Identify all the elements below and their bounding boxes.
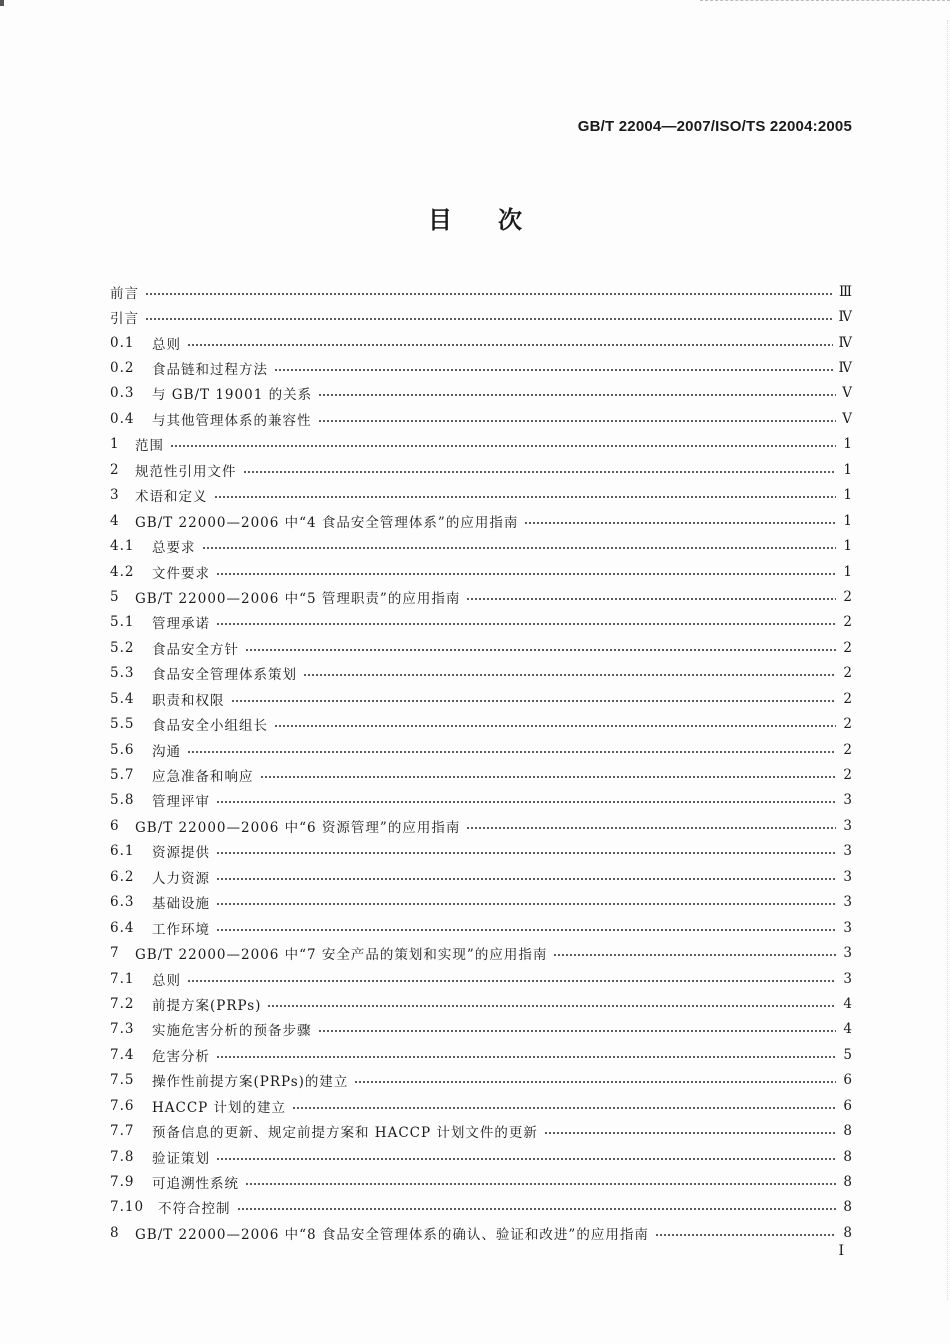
toc-entry-number: 3 [110, 487, 120, 504]
dot-leader [216, 878, 836, 880]
toc-entry[interactable] [110, 483, 852, 508]
toc-entry-page: 1 [843, 461, 852, 478]
toc-entry-number: 4.1 [110, 538, 135, 555]
toc-entry-label: 操作性前提方案(PRPs)的建立 [152, 1074, 349, 1091]
toc-entry-page: 3 [843, 894, 852, 911]
toc-entry-number: 7.3 [110, 1021, 135, 1038]
dot-leader [216, 573, 836, 575]
toc-entry-page: 2 [843, 767, 852, 784]
toc-entry-label: 总则 [152, 336, 181, 353]
toc-entry[interactable] [110, 762, 852, 787]
toc-entry-label: GB/T 22000—2006 中“4 食品安全管理体系”的应用指南 [135, 514, 519, 531]
toc-entry-number: 0.4 [110, 410, 135, 427]
toc-entry-page: 2 [843, 639, 852, 656]
dot-leader [260, 776, 837, 778]
toc-entry[interactable] [110, 1169, 852, 1194]
toc-entry[interactable] [110, 686, 852, 711]
dot-leader [216, 903, 836, 905]
toc-entry-page: 2 [843, 588, 852, 605]
dot-leader [216, 623, 836, 625]
toc-entry[interactable] [110, 1220, 852, 1245]
toc-entry-page: 3 [843, 817, 852, 834]
toc-entry-number: 6.4 [110, 919, 135, 936]
toc-entry-number: 5 [110, 588, 120, 605]
toc-entry-label: 职责和权限 [152, 692, 225, 709]
scan-edge-line [700, 0, 950, 4]
toc-entry-label: 食品链和过程方法 [152, 362, 268, 379]
toc-entry-number: 0.2 [110, 360, 135, 377]
dot-leader [245, 1183, 836, 1185]
toc-entry[interactable] [110, 940, 852, 965]
standard-code: GB/T 22004—2007/ISO/TS 22004:2005 [577, 118, 852, 135]
toc-entry-page: 3 [843, 919, 852, 936]
toc-entry[interactable] [110, 330, 852, 355]
toc-entry[interactable] [110, 1042, 852, 1067]
toc-entry-label: 管理评审 [152, 794, 210, 811]
page-number: I [838, 1243, 844, 1259]
toc-entry-page: Ⅴ [842, 385, 852, 402]
dot-leader [318, 394, 836, 396]
toc-entry-number: 7.2 [110, 995, 135, 1012]
toc-entry[interactable] [110, 864, 852, 889]
toc-entry-page: 1 [843, 436, 852, 453]
table-of-contents [110, 279, 852, 1246]
toc-entry-label: 资源提供 [152, 845, 210, 862]
toc-entry-label: 文件要求 [152, 565, 210, 582]
toc-entry[interactable] [110, 355, 852, 380]
dot-leader [216, 1056, 836, 1058]
dot-leader [655, 1234, 836, 1236]
dot-leader [187, 751, 836, 753]
toc-entry-page: 8 [843, 1123, 852, 1140]
toc-entry-page: 6 [843, 1097, 852, 1114]
dot-leader [544, 1132, 836, 1134]
toc-entry-page: Ⅴ [842, 410, 852, 427]
toc-entry-label: 可追溯性系统 [152, 1176, 239, 1193]
dot-leader [524, 522, 836, 524]
toc-entry-page: 6 [843, 1072, 852, 1089]
toc-entry-label: 总要求 [152, 540, 196, 557]
toc-entry-number: 7.7 [110, 1123, 135, 1140]
toc-entry[interactable] [110, 584, 852, 609]
toc-entry-label: GB/T 22000—2006 中“8 食品安全管理体系的确认、验证和改进”的应用指南 [135, 1226, 649, 1243]
toc-entry-label: 工作环境 [152, 921, 210, 938]
toc-entry-page: 2 [843, 690, 852, 707]
toc-entry-number: 5.4 [110, 690, 135, 707]
toc-entry[interactable] [110, 381, 852, 406]
toc-entry-label: 实施危害分析的预备步骤 [152, 1023, 312, 1040]
dot-leader [216, 852, 836, 854]
dot-leader [216, 1158, 836, 1160]
dot-leader [187, 980, 836, 982]
toc-entry-number: 5.7 [110, 767, 135, 784]
toc-entry[interactable] [110, 1068, 852, 1093]
dot-leader [466, 598, 836, 600]
dot-leader [318, 1030, 837, 1032]
toc-entry-number: 5.6 [110, 741, 135, 758]
dot-leader [214, 496, 837, 498]
dot-leader [237, 1208, 837, 1210]
toc-entry-number: 6.2 [110, 868, 135, 885]
toc-entry-page: 8 [843, 1199, 852, 1216]
dot-leader [274, 369, 833, 371]
toc-entry[interactable] [110, 788, 852, 813]
toc-entry-number: 4 [110, 512, 120, 529]
toc-entry-page: 8 [843, 1148, 852, 1165]
toc-entry-page: Ⅳ [838, 309, 852, 326]
toc-entry[interactable] [110, 813, 852, 838]
toc-entry-label: 食品安全管理体系策划 [152, 667, 297, 684]
toc-entry-label: 范围 [135, 438, 164, 455]
toc-entry-label: 前提方案(PRPs) [152, 997, 262, 1014]
toc-entry[interactable] [110, 508, 852, 533]
toc-entry[interactable] [110, 1118, 852, 1143]
toc-entry-page: Ⅲ [838, 283, 852, 300]
toc-title-char-1: 目 [428, 206, 452, 234]
toc-entry-label: 食品安全方针 [152, 641, 239, 658]
toc-entry[interactable] [110, 279, 852, 304]
toc-entry-page: 2 [843, 741, 852, 758]
toc-entry-number: 5.8 [110, 792, 135, 809]
dot-leader [553, 954, 836, 956]
toc-entry-number: 7.4 [110, 1046, 135, 1063]
toc-entry-page: 8 [843, 1174, 852, 1191]
scan-corner-mark [0, 0, 4, 6]
toc-entry-page: 3 [843, 970, 852, 987]
dot-leader [145, 293, 833, 295]
dot-leader [354, 1081, 836, 1083]
toc-entry-page: 3 [843, 868, 852, 885]
toc-entry[interactable] [110, 991, 852, 1016]
toc-entry[interactable] [110, 737, 852, 762]
dot-leader [292, 1107, 836, 1109]
toc-entry-label: 食品安全小组组长 [152, 718, 268, 735]
toc-entry-number: 0.3 [110, 385, 135, 402]
toc-entry-label: 前言 [110, 285, 139, 302]
toc-entry-number: 1 [110, 436, 120, 453]
toc-entry-number: 7 [110, 945, 120, 962]
toc-entry[interactable] [110, 304, 852, 329]
toc-entry-number: 6.3 [110, 894, 135, 911]
toc-title [0, 200, 950, 235]
toc-entry[interactable] [110, 1017, 852, 1042]
toc-entry-page: 1 [843, 487, 852, 504]
toc-entry-page: 8 [843, 1224, 852, 1241]
dot-leader [303, 674, 836, 676]
toc-entry-label: 沟通 [152, 743, 181, 760]
toc-entry-page: 5 [843, 1046, 852, 1063]
toc-entry-label: 应急准备和响应 [152, 769, 254, 786]
dot-leader [187, 344, 833, 346]
toc-entry-label: 与其他管理体系的兼容性 [152, 412, 312, 429]
toc-entry[interactable] [110, 966, 852, 991]
toc-entry-number: 2 [110, 461, 120, 478]
toc-title-char-2: 次 [498, 206, 522, 234]
toc-entry[interactable] [110, 635, 852, 660]
toc-entry-number: 7.8 [110, 1148, 135, 1165]
toc-entry-label: 预备信息的更新、规定前提方案和 HACCP 计划文件的更新 [152, 1125, 538, 1142]
dot-leader [216, 929, 836, 931]
toc-entry-page: 2 [843, 614, 852, 631]
toc-entry-label: 引言 [110, 311, 139, 328]
toc-entry-page: 3 [843, 945, 852, 962]
toc-entry-number: 4.2 [110, 563, 135, 580]
dot-leader [243, 471, 837, 473]
toc-entry-number: 7.5 [110, 1072, 135, 1089]
toc-entry-page: 4 [843, 995, 852, 1012]
toc-entry[interactable] [110, 559, 852, 584]
toc-entry-number: 7.9 [110, 1174, 135, 1191]
dot-leader [245, 649, 836, 651]
toc-entry-number: 8 [110, 1224, 120, 1241]
dot-leader [466, 827, 836, 829]
toc-entry[interactable] [110, 890, 852, 915]
toc-entry-number: 5.3 [110, 665, 135, 682]
toc-entry-number: 5.5 [110, 716, 135, 733]
toc-entry-label: GB/T 22000—2006 中“5 管理职责”的应用指南 [135, 590, 461, 607]
dot-leader [216, 801, 836, 803]
toc-entry[interactable] [110, 406, 852, 431]
toc-entry-label: 危害分析 [152, 1048, 210, 1065]
toc-entry-label: 与 GB/T 19001 的关系 [152, 387, 313, 404]
toc-entry[interactable] [110, 711, 852, 736]
toc-entry-label: HACCP 计划的建立 [152, 1099, 287, 1116]
toc-entry-number: 6.1 [110, 843, 135, 860]
dot-leader [231, 700, 837, 702]
toc-entry-page: Ⅳ [838, 360, 852, 377]
toc-entry-page: Ⅳ [838, 334, 852, 351]
toc-entry[interactable] [110, 661, 852, 686]
toc-entry-number: 7.6 [110, 1097, 135, 1114]
toc-entry-label: 不符合控制 [158, 1201, 231, 1218]
dot-leader [145, 318, 833, 320]
toc-entry-page: 3 [843, 843, 852, 860]
toc-entry-label: GB/T 22000—2006 中“6 资源管理”的应用指南 [135, 819, 461, 836]
toc-entry[interactable] [110, 610, 852, 635]
toc-entry-number: 7.1 [110, 970, 135, 987]
toc-entry-page: 1 [843, 563, 852, 580]
toc-entry-label: 基础设施 [152, 896, 210, 913]
toc-entry-label: 验证策划 [152, 1150, 210, 1167]
toc-entry-page: 1 [843, 512, 852, 529]
toc-entry-number: 0.1 [110, 334, 135, 351]
toc-entry-number: 7.10 [110, 1199, 145, 1216]
toc-entry-label: 规范性引用文件 [135, 463, 237, 480]
toc-entry-label: 术语和定义 [135, 489, 208, 506]
toc-entry-page: 3 [843, 792, 852, 809]
dot-leader [170, 445, 836, 447]
toc-entry-number: 6 [110, 817, 120, 834]
toc-entry-label: 总则 [152, 972, 181, 989]
dot-leader [318, 420, 837, 422]
toc-entry[interactable] [110, 1093, 852, 1118]
toc-entry[interactable] [110, 915, 852, 940]
toc-entry-label: 人力资源 [152, 870, 210, 887]
toc-entry-number: 5.1 [110, 614, 135, 631]
dot-leader [267, 1005, 836, 1007]
toc-entry[interactable] [110, 839, 852, 864]
toc-entry-page: 2 [843, 665, 852, 682]
toc-entry-number: 5.2 [110, 639, 135, 656]
toc-entry-label: GB/T 22000—2006 中“7 安全产品的策划和实现”的应用指南 [135, 947, 548, 964]
toc-entry-label: 管理承诺 [152, 616, 210, 633]
toc-entry-page: 2 [843, 716, 852, 733]
toc-entry[interactable] [110, 533, 852, 558]
toc-entry[interactable] [110, 1144, 852, 1169]
dot-leader [274, 725, 836, 727]
dot-leader [202, 547, 837, 549]
toc-entry[interactable] [110, 432, 852, 457]
toc-entry[interactable] [110, 457, 852, 482]
toc-entry-page: 1 [843, 538, 852, 555]
toc-entry[interactable] [110, 1195, 852, 1220]
toc-entry-page: 4 [843, 1021, 852, 1038]
